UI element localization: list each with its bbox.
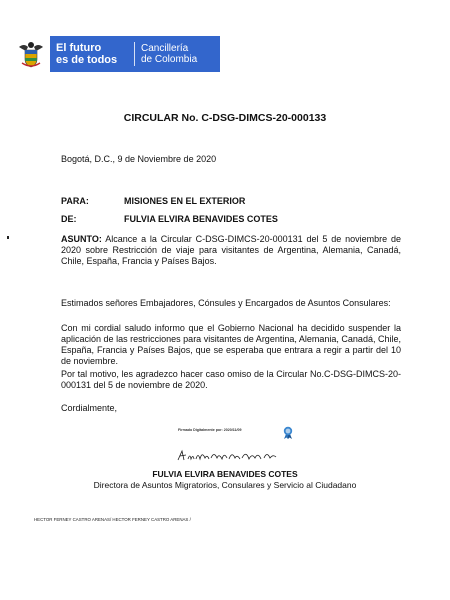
entity-line1: Cancillería [141,43,189,54]
greeting: Estimados señores Embajadores, Cónsules y Encargados de Asuntos Consulares: [61,298,391,308]
margin-mark [7,236,9,239]
signer-name: FULVIA ELVIRA BENAVIDES COTES [152,469,298,479]
asunto-label: ASUNTO: [61,234,102,244]
slogan-line2: es de todos [56,54,118,66]
de-value: FULVIA ELVIRA BENAVIDES COTES [124,214,278,224]
asunto-block [61,234,401,267]
footer-names: HECTOR FERNEY CASTRO ARENAS/ HECTOR FERNEY CASTRO ARENAS / [34,517,191,522]
certification-badge-icon [281,425,295,439]
circular-title: CIRCULAR No. C-DSG-DIMCS-20-000133 [123,112,327,124]
header-banner [12,36,220,72]
place-date: Bogotá, D.C., 9 de Noviembre de 2020 [61,154,217,164]
paragraph-1: Con mi cordial saludo informo que el Gobierno Nacional ha decidido suspender la aplicación de las restricciones para visitantes de Argentina, Alemania, Canadá, Chile, España, Francia y Países Bajos, que se esperaba que entrara a regir a partir del 10 de noviembre. [61,323,401,366]
closing: Cordialmente, [61,403,118,413]
de-label: DE: [61,214,77,224]
para-label: PARA: [61,196,89,206]
banner-divider [134,42,135,66]
entity-line2: de Colombia [141,54,198,65]
slogan [50,42,130,66]
paragraph-2: Por tal motivo, les agradezco hacer caso omiso de la Circular No.C-DSG-DIMCS-20-000131 del 5 de noviembre de 2020. [61,369,401,390]
digital-signature-stamp: Firmado Digitalmente por: 2020/11/09 [178,428,242,432]
entity-name [139,43,197,65]
handwritten-signature [176,448,281,464]
coat-of-arms-icon [12,36,50,72]
para-value: MISIONES EN EL EXTERIOR [124,196,246,206]
signer-title: Directora de Asuntos Migratorios, Consulares y Servicio al Ciudadano [93,480,357,490]
slogan-line1: El futuro [56,42,102,54]
asunto-text: Alcance a la Circular C-DSG-DIMCS-20-000131 del 5 de noviembre de 2020 sobre Restricción de viaje para visitantes de Argentina, Alemania, Canadá, Chile, España, Francia y Países Bajos. [61,234,401,266]
